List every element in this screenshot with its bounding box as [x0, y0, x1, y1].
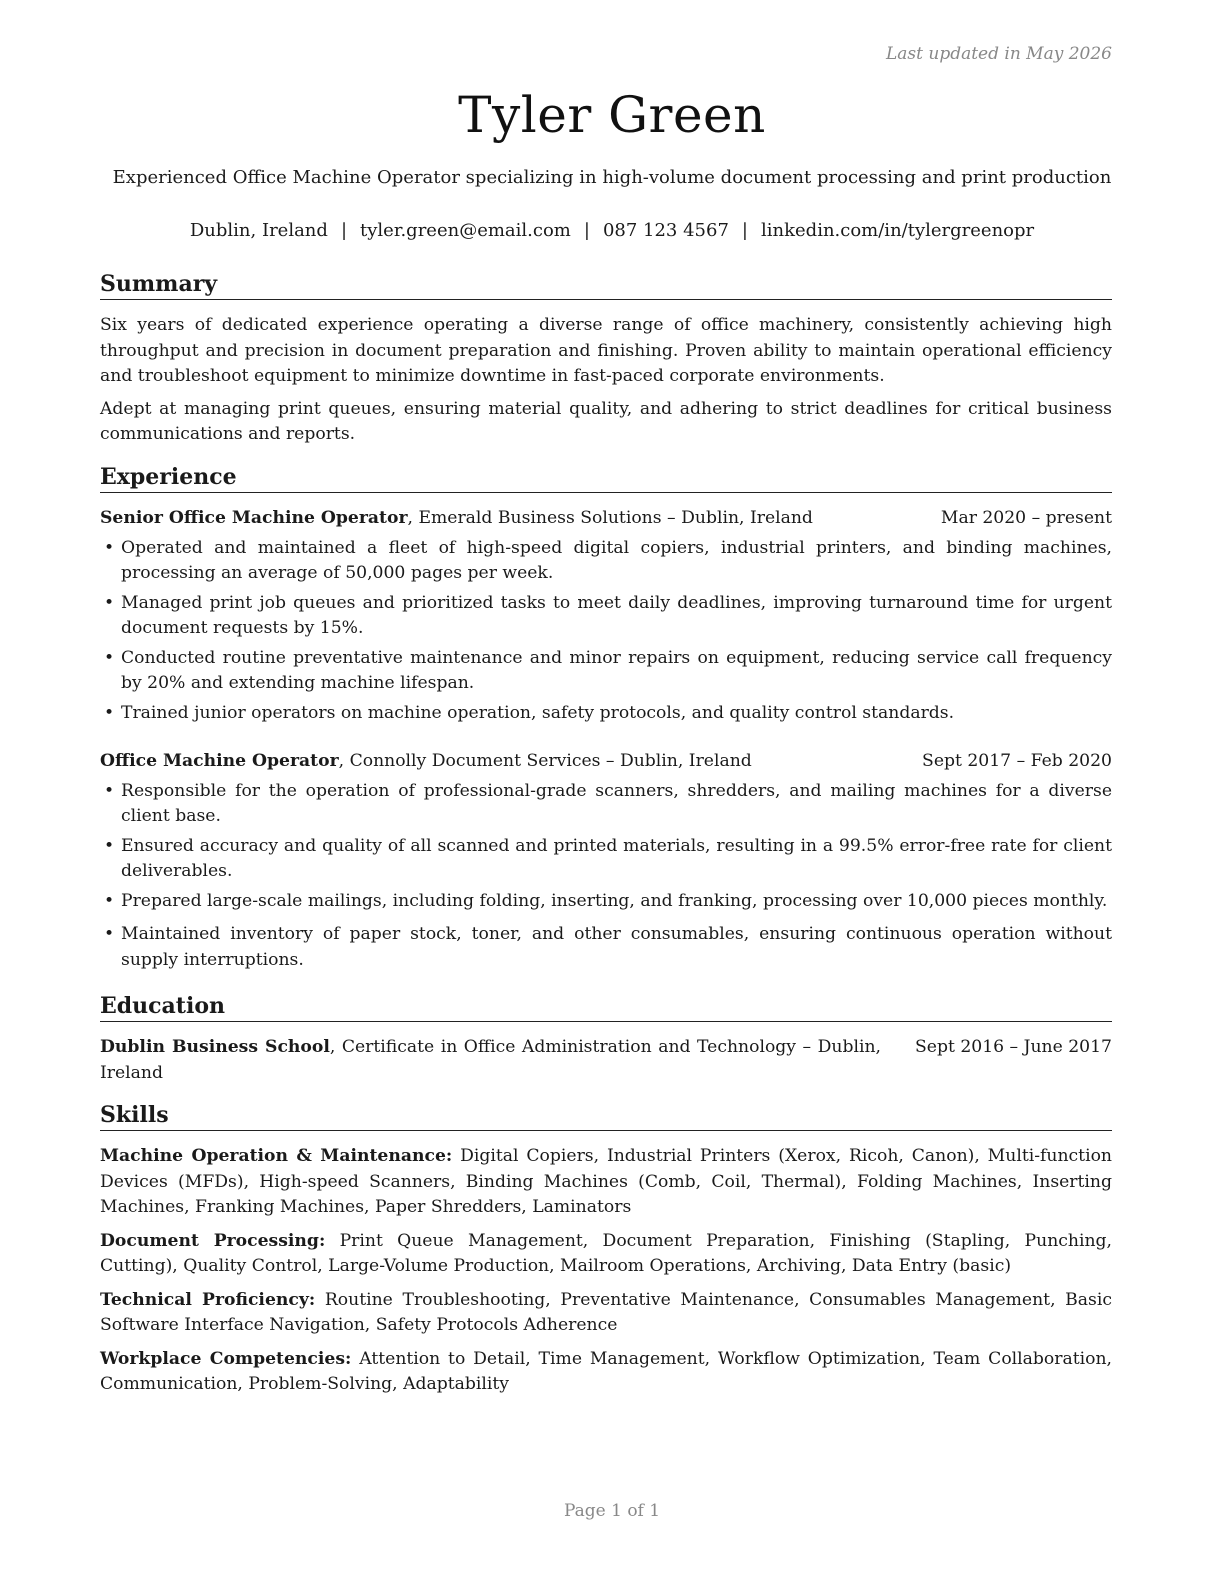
job-title: Office Machine Operator — [100, 751, 339, 771]
section-heading-skills: Skills — [100, 1102, 1112, 1131]
bullet-item: • Prepared large-scale mailings, including folding, inserting, and franking, processing over 10,000 pieces monthly. — [100, 889, 1112, 915]
last-updated: Last updated in May 2026 — [885, 44, 1112, 64]
education-dates: Sept 2016 – June 2017 — [915, 1037, 1112, 1057]
bullet-glyph: • — [104, 702, 115, 723]
contact-line — [0, 220, 1224, 241]
skill-text: Attention to Detail, Time Management, Workflow Optimization, Team Collaboration, Communication, Problem-Solving, Adaptability — [100, 1348, 1113, 1394]
bullet-item: • Conducted routine preventative maintenance and minor repairs on equipment, reducing service call frequency by 20% and extending machine lifespan. — [104, 647, 1112, 693]
bullet-item: • Responsible for the operation of professional-grade scanners, shredders, and mailing machines for a diverse client base. — [104, 780, 1112, 826]
skill-text: Routine Troubleshooting, Preventative Maintenance, Consumables Management, Basic Software Interface Navigation, Safety Protocols Adherence — [100, 1289, 1112, 1335]
bullet-glyph: • — [104, 537, 115, 558]
skill-group — [100, 1144, 1112, 1221]
job-entry — [100, 506, 1112, 726]
skill-group — [100, 1229, 1112, 1280]
contact-separator: | — [340, 220, 348, 241]
section-heading-experience: Experience — [100, 464, 1112, 493]
contact-email[interactable]: tyler.green@email.com — [360, 220, 571, 241]
education-section — [100, 993, 1112, 1086]
job-organization: , Connolly Document Services – Dublin, Ireland — [338, 751, 752, 771]
skill-text: Digital Copiers, Industrial Printers (Xerox, Ricoh, Canon), Multi-function Devices (MFDs), High-speed Scanners, Binding Machines (Comb, Coil, Thermal), Folding Machines, Inserting Machines, Franking Machines, Paper Shredders, Laminators — [100, 1146, 1112, 1217]
experience-section — [100, 464, 1112, 973]
contact-linkedin[interactable]: linkedin.com/in/tylergreenopr — [761, 220, 1035, 241]
bullet-item: • Ensured accuracy and quality of all scanned and printed materials, resulting in a 99.5% error-free rate for client deliverables. — [104, 835, 1112, 881]
bullet-item: • Trained junior operators on machine operation, safety protocols, and quality control standards. — [100, 701, 1112, 727]
skill-group — [100, 1288, 1112, 1339]
job-header — [100, 506, 1112, 532]
education-detail: , Certificate in Office Administration and Technology – Dublin, Ireland — [100, 1037, 881, 1083]
school-name: Dublin Business School — [100, 1037, 330, 1057]
job-organization: , Emerald Business Solutions – Dublin, Ireland — [407, 508, 813, 528]
bullet-item: • Maintained inventory of paper stock, toner, and other consumables, ensuring continuous operation without supply interruptions. — [104, 924, 1112, 970]
skills-section — [100, 1102, 1112, 1398]
bullet-glyph: • — [104, 647, 115, 668]
bullet-glyph: • — [104, 592, 115, 613]
job-entry — [100, 749, 1112, 973]
job-bullets — [100, 536, 1112, 727]
bullet-item: • Managed print job queues and prioritized tasks to meet daily deadlines, improving turnaround time for urgent document requests by 15%. — [104, 592, 1112, 638]
section-heading-education: Education — [100, 993, 1112, 1022]
section-heading-summary: Summary — [100, 271, 1112, 300]
job-title: Senior Office Machine Operator — [100, 508, 408, 528]
bullet-glyph: • — [104, 924, 115, 944]
page-number: Page 1 of 1 — [563, 1501, 661, 1521]
job-dates: Mar 2020 – present — [940, 508, 1112, 528]
job-dates: Sept 2017 – Feb 2020 — [922, 751, 1112, 771]
skill-label: Machine Operation & Maintenance: — [100, 1146, 453, 1166]
skill-text: Print Queue Management, Document Preparation, Finishing (Stapling, Punching, Cutting), Quality Control, Large-Volume Production, Mailroom Operations, Archiving, Data Entry (basic) — [100, 1230, 1112, 1276]
job-bullets — [100, 779, 1112, 974]
skill-label: Technical Proficiency: — [100, 1289, 316, 1310]
contact-phone: 087 123 4567 — [602, 220, 729, 241]
contact-separator: | — [741, 220, 748, 241]
candidate-name: Tyler Green — [458, 86, 766, 144]
bullet-glyph: • — [104, 890, 115, 911]
skill-group — [100, 1347, 1112, 1398]
bullet-item: • Operated and maintained a fleet of high-speed digital copiers, industrial printers, and binding machines, processing an average of 50,000 pages per week. — [104, 537, 1112, 583]
education-entry — [100, 1035, 1112, 1086]
summary-paragraph: Adept at managing print queues, ensuring material quality, and adhering to strict deadlines for critical business communications and reports. — [100, 398, 1112, 444]
bullet-glyph: • — [104, 780, 115, 801]
job-header — [100, 749, 1112, 775]
summary-section — [100, 271, 1112, 448]
contact-separator: | — [583, 220, 590, 241]
summary-paragraph: Six years of dedicated experience operating a diverse range of office machinery, consistently achieving high throughput and precision in document preparation and finishing. Proven ability to maintain operational efficiency and troubleshoot equipment to minimize downtime in fast-paced corporate environments. — [100, 315, 1112, 386]
bullet-glyph: • — [104, 835, 115, 856]
contact-location: Dublin, Ireland — [189, 220, 328, 241]
tagline: Experienced Office Machine Operator specializing in high-volume document processing and print production — [112, 167, 1112, 188]
skill-label: Workplace Competencies: — [100, 1348, 352, 1369]
skill-label: Document Processing: — [100, 1230, 326, 1251]
